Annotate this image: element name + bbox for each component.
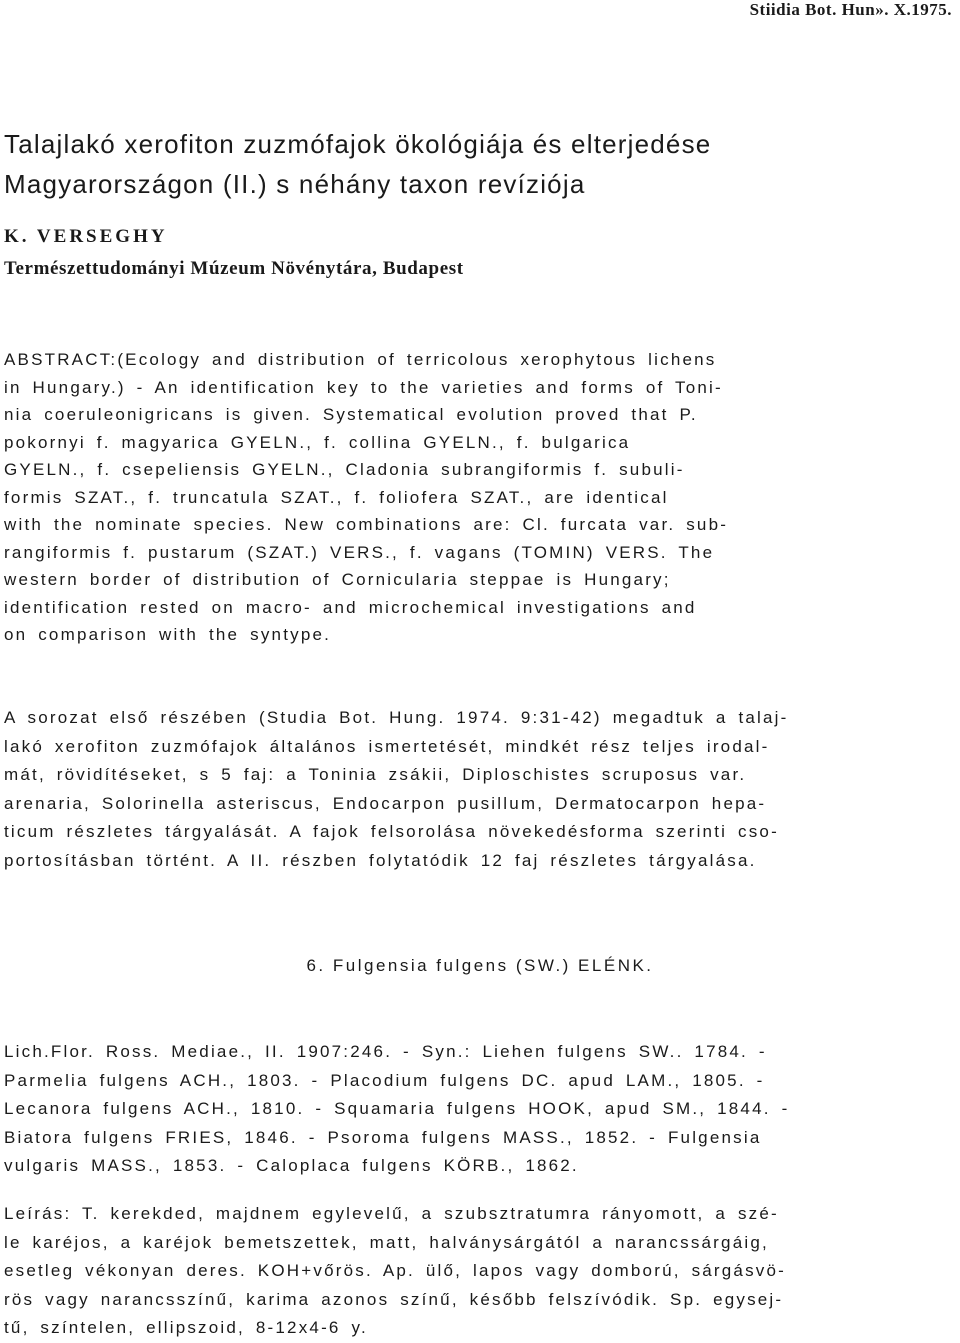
abstract-line: with the nominate species. New combinations are: Cl. furcata var. sub- xyxy=(4,515,729,534)
description-line: Leírás: T. kerekded, majdnem egylevelű, a szubsztratumra rányomott, a szé- xyxy=(4,1204,779,1223)
title-line-1: Talajlakó xerofiton zuzmófajok ökológiája és elterjedése xyxy=(4,129,712,159)
intro-line: portosításban történt. A II. részben folytatódik 12 faj részletes tárgyalása. xyxy=(4,850,757,870)
abstract-line: on comparison with the syntype. xyxy=(4,625,332,644)
intro-line: mát, rövidítéseket, s 5 faj: a Toninia zsákii, Diploschistes scruposus var. xyxy=(4,765,747,785)
abstract-line: GYELN., f. csepeliensis GYELN., Cladonia subrangiformis f. subuli- xyxy=(4,460,685,479)
abstract-line: rangiformis f. pustarum (SZAT.) VERS., f. vagans (TOMIN) VERS. The xyxy=(4,542,715,562)
author-name: K. VERSEGHY xyxy=(4,226,168,247)
description-line: rös vagy narancsszínű, karima azonos színű, később felszívódik. Sp. egysej- xyxy=(4,1289,784,1309)
author-affiliation: Természettudományi Múzeum Növénytára, Budapest xyxy=(4,258,464,279)
description-line: le karéjos, a karéjok bemetszettek, matt, halványsárgától a narancssárgáig, xyxy=(4,1232,769,1252)
description-line: esetleg vékonyan deres. KOH+vőrös. Ap. ülő, lapos vagy domború, sárgásvö- xyxy=(4,1261,787,1280)
synonymy-line: Biatora fulgens FRIES, 1846. - Psoroma fulgens MASS., 1852. - Fulgensia xyxy=(4,1127,762,1147)
intro-line: ticum részletes tárgyalását. A fajok felsorolása növekedésforma szerinti cso- xyxy=(4,822,779,842)
synonymy-paragraph xyxy=(4,1038,956,1181)
intro-line: lakó xerofiton zuzmófajok általános ismertetését, mindkét rész teljes irodal- xyxy=(4,736,770,756)
description-line: tű, színtelen, ellipszoid, 8-12x4-6 y. xyxy=(4,1318,368,1337)
synonymy-line: Lecanora fulgens ACH., 1810. - Squamaria fulgens HOOK, apud SM., 1844. - xyxy=(4,1099,790,1118)
article-title xyxy=(4,124,711,204)
synonymy-line: Lich.Flor. Ross. Mediae., II. 1907:246. - Syn.: Liehen fulgens SW.. 1784. - xyxy=(4,1042,767,1061)
abstract-line: identification rested on macro- and microchemical investigations and xyxy=(4,597,697,617)
intro-line: A sorozat első részében (Studia Bot. Hung. 1974. 9:31-42) megadtuk a talaj- xyxy=(4,708,789,727)
synonymy-line: vulgaris MASS., 1853. - Caloplaca fulgens KÖRB., 1862. xyxy=(4,1156,579,1175)
abstract-line: pokornyi f. magyarica GYELN., f. collina GYELN., f. bulgarica xyxy=(4,432,631,452)
description-paragraph xyxy=(4,1200,956,1343)
intro-line: arenaria, Solorinella asteriscus, Endocarpon pusillum, Dermatocarpon hepa- xyxy=(4,793,767,813)
section-heading: 6. Fulgensia fulgens (SW.) ELÉNK. xyxy=(306,956,654,975)
abstract-line: in Hungary.) - An identification key to the varieties and forms of Toni- xyxy=(4,377,723,397)
abstract-line: formis SZAT., f. truncatula SZAT., f. foliofera SZAT., are identical xyxy=(4,487,669,507)
abstract-line: western border of distribution of Cornicularia steppae is Hungary; xyxy=(4,570,671,589)
introduction-paragraph xyxy=(4,704,956,876)
abstract xyxy=(4,346,956,649)
abstract-line: ABSTRACT:(Ecology and distribution of terricolous xerophytous lichens xyxy=(4,350,717,369)
synonymy-line: Parmelia fulgens ACH., 1803. - Placodium fulgens DC. apud LAM., 1805. - xyxy=(4,1070,765,1090)
abstract-line: nia coeruleonigricans is given. Systematical evolution proved that P. xyxy=(4,405,698,424)
title-line-2: Magyarországon (II.) s néhány taxon revíziója xyxy=(4,169,586,199)
journal-reference: Stiidia Bot. Hun». X.1975. xyxy=(749,0,952,19)
